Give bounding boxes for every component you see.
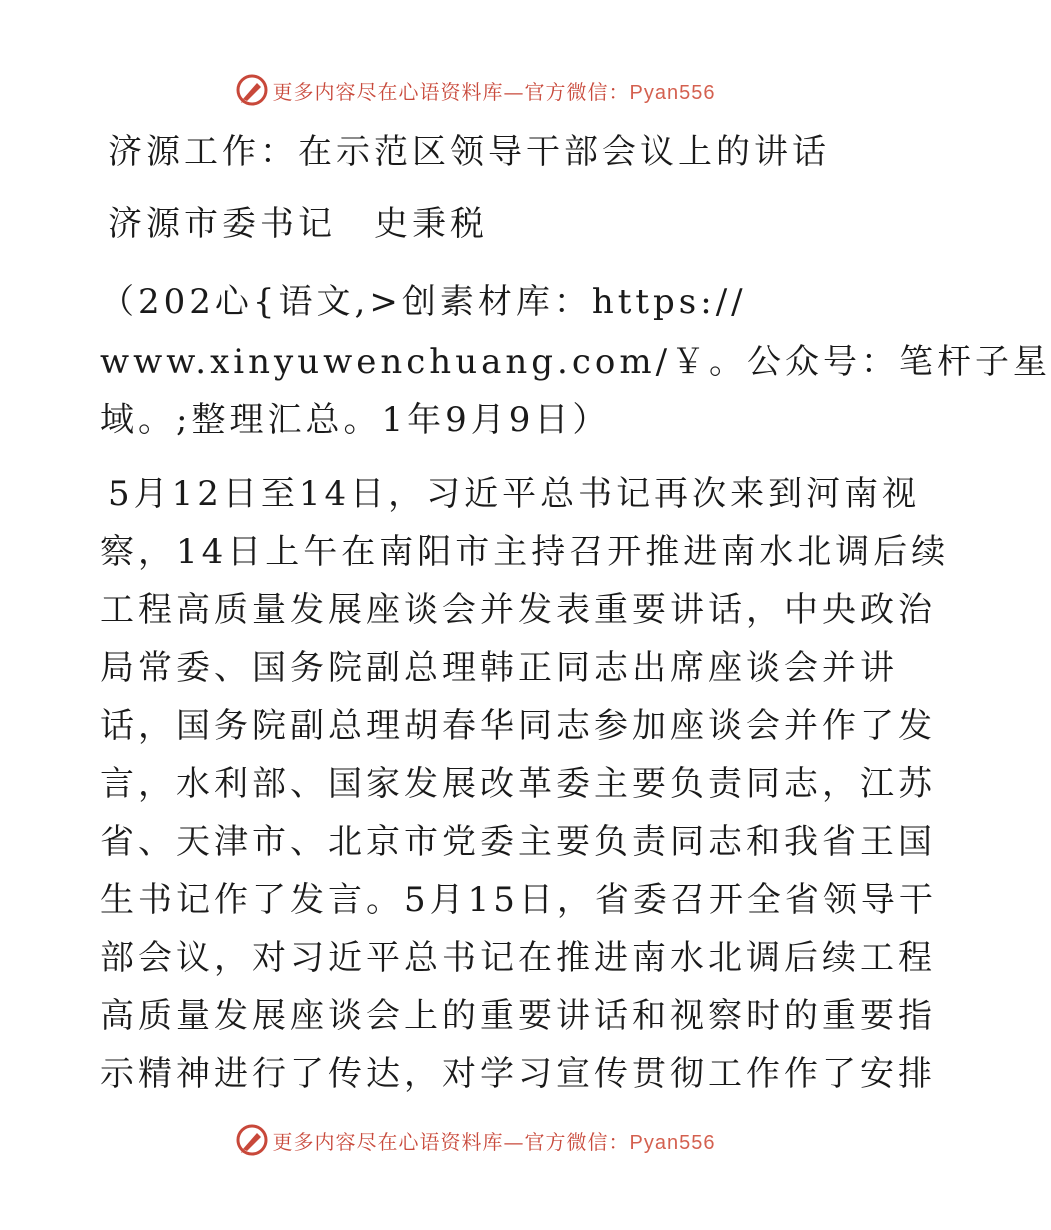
banner-official-label: 官方微信：	[524, 79, 630, 104]
body-line: 生书记作了发言。5月15日，省委召开全省领导干	[100, 880, 937, 920]
pen-logo-icon	[235, 1123, 269, 1157]
body-line: 言，水利部、国家发展改革委主要负责同志，江苏	[100, 764, 936, 804]
body-line: 察，14日上午在南阳市主持召开推进南水北调后续	[100, 532, 950, 572]
document-author: 济源市委书记 史秉税	[108, 204, 488, 244]
body-line: 高质量发展座谈会上的重要讲话和视察时的重要指	[100, 996, 936, 1036]
banner-dash: —	[503, 1129, 525, 1154]
body-line: 5月12日至14日，习近平总书记再次来到河南视	[108, 474, 921, 514]
banner-wechat-id: Pyan556	[629, 1131, 716, 1154]
body-line: 局常委、国务院副总理韩正同志出席座谈会并讲	[100, 648, 898, 688]
pen-logo-icon	[235, 73, 269, 107]
body-line: 话，国务院副总理胡春华同志参加座谈会并作了发	[100, 706, 936, 746]
banner-wechat-id: Pyan556	[629, 81, 716, 104]
source-line: 域。;整理汇总。1年9月9日）	[100, 400, 611, 440]
banner-text: 更多内容尽在心语资料库	[272, 79, 504, 104]
banner-text: 更多内容尽在心语资料库	[272, 1129, 504, 1154]
footer-banner	[0, 1120, 950, 1160]
header-banner	[0, 70, 950, 110]
body-line: 省、天津市、北京市党委主要负责同志和我省王国	[100, 822, 936, 862]
body-line: 部会议，对习近平总书记在推进南水北调后续工程	[100, 938, 936, 978]
banner-dash: —	[503, 79, 525, 104]
document-title: 济源工作：在示范区领导干部会议上的讲话	[108, 132, 830, 172]
source-line: （202心{语文,>创素材库：https://	[100, 282, 747, 322]
source-line: www.xinyuwenchuang.com/￥。公众号：笔杆子星	[100, 342, 1051, 382]
banner-official-label: 官方微信：	[524, 1129, 630, 1154]
body-line: 工程高质量发展座谈会并发表重要讲话，中央政治	[100, 590, 936, 630]
body-line: 示精神进行了传达，对学习宣传贯彻工作作了安排	[100, 1054, 936, 1094]
